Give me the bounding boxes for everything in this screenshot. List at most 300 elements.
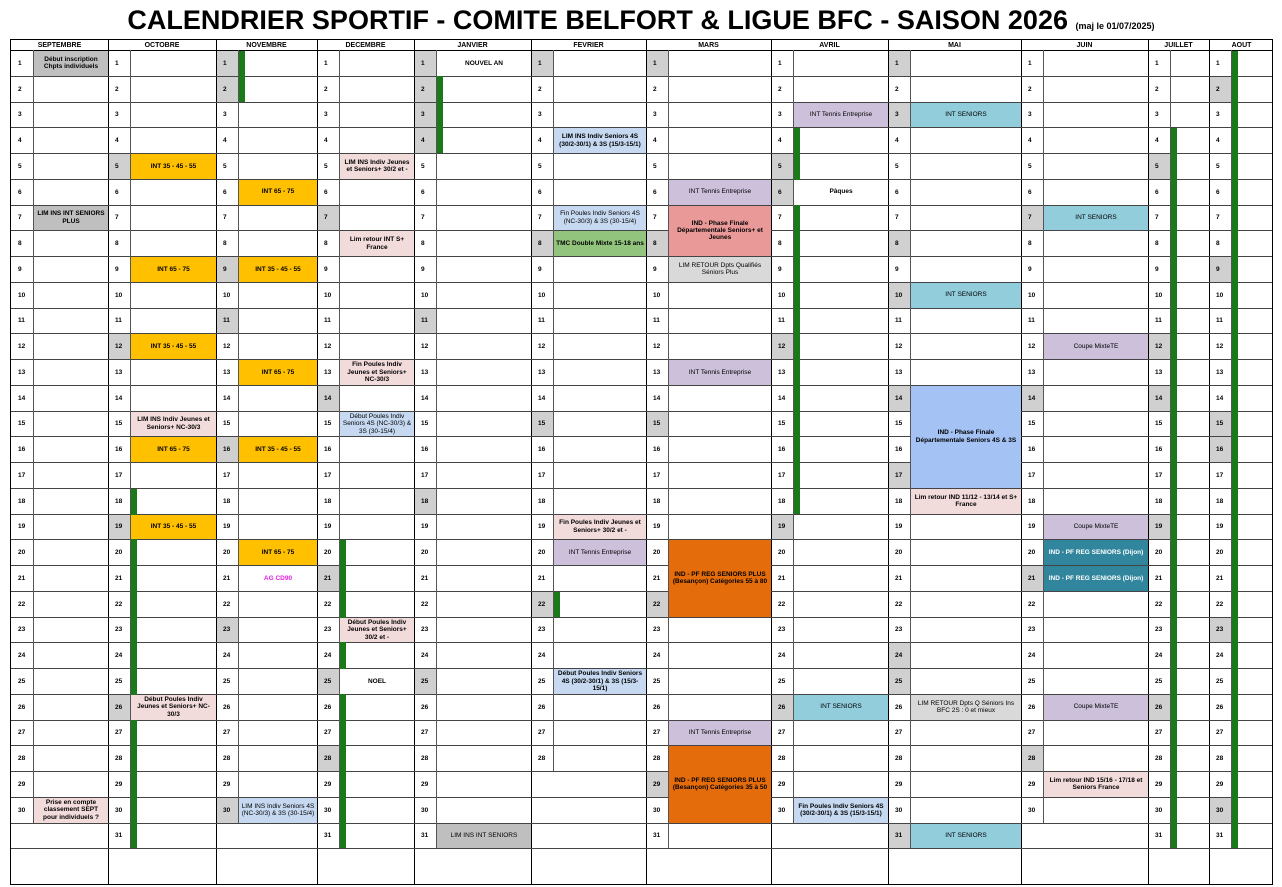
- day-number: 5: [895, 162, 899, 170]
- day-number: 25: [18, 677, 26, 685]
- day-number: 30: [895, 806, 903, 814]
- day-number: 4: [324, 137, 328, 145]
- calendar-event[interactable]: TMC Double Mixte 15-18 ans: [554, 231, 646, 256]
- day-number: 13: [538, 368, 546, 376]
- month-header: JANVIER: [457, 42, 488, 49]
- calendar-event[interactable]: Pâques: [794, 180, 888, 205]
- day-number: 22: [115, 600, 123, 608]
- day-number: 25: [115, 677, 123, 685]
- day-number: 3: [324, 111, 328, 119]
- day-number: 21: [18, 574, 26, 582]
- calendar-event[interactable]: IND - PF REG SENIORS (Dijon): [1044, 540, 1148, 565]
- day-number: 17: [889, 463, 910, 488]
- day-number: 7: [1022, 206, 1043, 231]
- calendar-event[interactable]: INT 35 - 45 - 55: [131, 334, 216, 359]
- day-number: 29: [223, 780, 231, 788]
- day-number: 27: [115, 729, 123, 737]
- day-number: 7: [895, 214, 899, 222]
- day-number: 24: [1155, 652, 1163, 660]
- day-number: 22: [1155, 600, 1163, 608]
- day-number: 23: [895, 626, 903, 634]
- day-number: 29: [421, 780, 429, 788]
- day-number: 15: [18, 420, 26, 428]
- day-number: 16: [18, 446, 26, 454]
- day-number: 7: [538, 214, 542, 222]
- day-number: 13: [115, 368, 123, 376]
- day-number: 31: [421, 832, 429, 840]
- day-number: 26: [109, 695, 130, 720]
- calendar-event[interactable]: AG CD90: [239, 566, 317, 591]
- day-number: 19: [223, 523, 231, 531]
- day-number: 17: [1155, 471, 1163, 479]
- day-number: 21: [421, 574, 429, 582]
- day-number: 9: [653, 265, 657, 273]
- calendar-event[interactable]: INT 35 - 45 - 55: [239, 257, 317, 282]
- day-number: 8: [115, 240, 119, 248]
- calendar-event[interactable]: IND - Phase Finale Départementale Seniors 4S & 3S: [911, 386, 1021, 488]
- day-number: 10: [653, 291, 661, 299]
- day-number: 7: [18, 214, 22, 222]
- day-number: 31: [889, 824, 910, 849]
- day-number: 9: [778, 265, 782, 273]
- day-number: 6: [223, 188, 227, 196]
- calendar-event[interactable]: INT SENIORS: [1044, 206, 1148, 231]
- day-number: 17: [1216, 471, 1224, 479]
- day-number: 1: [115, 59, 119, 67]
- day-number: 17: [653, 471, 661, 479]
- day-number: 12: [1028, 343, 1036, 351]
- day-number: 16: [778, 446, 786, 454]
- day-number: 23: [217, 618, 238, 643]
- day-number: 4: [115, 137, 119, 145]
- day-number: 12: [421, 343, 429, 351]
- day-number: 24: [538, 652, 546, 660]
- day-number: 3: [889, 103, 910, 128]
- calendar-event[interactable]: INT Tennis Entreprise: [554, 540, 646, 565]
- day-number: 23: [1028, 626, 1036, 634]
- calendar-event[interactable]: Prise en compte classement SEPT pour individuels ?: [34, 798, 108, 823]
- day-number: 22: [778, 600, 786, 608]
- row-divider: [11, 617, 1272, 618]
- day-number: 12: [895, 343, 903, 351]
- calendar-grid: [10, 39, 1273, 885]
- day-number: 15: [421, 420, 429, 428]
- calendar-event[interactable]: INT 65 - 75: [239, 180, 317, 205]
- day-number: 3: [1028, 111, 1032, 119]
- calendar-event[interactable]: INT Tennis Entreprise: [669, 360, 771, 385]
- day-number: 3: [415, 103, 436, 128]
- calendar-event[interactable]: Début Poules Indiv Jeunes et Seniors+ 30/2 et -: [340, 618, 414, 643]
- day-number: 10: [1028, 291, 1036, 299]
- day-number: 19: [18, 523, 26, 531]
- day-number: 26: [895, 703, 903, 711]
- day-number: 8: [223, 240, 227, 248]
- day-number: 19: [1028, 523, 1036, 531]
- day-number: 6: [324, 188, 328, 196]
- day-number: 10: [223, 291, 231, 299]
- day-number: 6: [115, 188, 119, 196]
- day-number: 14: [1149, 386, 1170, 411]
- row-divider: [11, 642, 1272, 643]
- day-number: 10: [1216, 291, 1224, 299]
- day-number: 6: [1216, 188, 1220, 196]
- row-divider: [11, 76, 1272, 77]
- calendar-event[interactable]: LIM INS Indiv Seniors 4S (30/2-30/1) & 3S (15/3-15/1): [554, 128, 646, 153]
- month-header: AOUT: [1231, 42, 1252, 49]
- day-number: 21: [895, 574, 903, 582]
- day-number: 8: [532, 231, 553, 256]
- day-number: 18: [223, 497, 231, 505]
- day-number: 24: [778, 652, 786, 660]
- row-divider: [11, 308, 1272, 309]
- day-number: 8: [647, 231, 668, 256]
- month-header: JUILLET: [1164, 42, 1193, 49]
- month-header: DECEMBRE: [345, 42, 386, 49]
- day-number-divider: [238, 50, 239, 823]
- calendar-event[interactable]: Fin Poules Indiv Jeunes et Seniors+ NC-30/3: [340, 360, 414, 385]
- day-number: 15: [1210, 412, 1231, 437]
- day-number: 27: [1216, 729, 1224, 737]
- calendar-event[interactable]: INT SENIORS: [911, 103, 1021, 128]
- day-number: 15: [532, 412, 553, 437]
- calendar-event[interactable]: Coupe MixteTE: [1044, 334, 1148, 359]
- calendar-event[interactable]: LIM INS Indiv Jeunes et Seniors+ NC-30/3: [131, 412, 216, 437]
- calendar-event[interactable]: NOEL: [340, 669, 414, 694]
- day-number: 9: [18, 265, 22, 273]
- day-number: 7: [421, 214, 425, 222]
- calendar-event[interactable]: INT SENIORS: [794, 695, 888, 720]
- day-number: 22: [421, 600, 429, 608]
- day-number: 13: [1155, 368, 1163, 376]
- day-number: 8: [421, 240, 425, 248]
- day-number: 18: [895, 497, 903, 505]
- day-number: 14: [538, 394, 546, 402]
- calendar-event[interactable]: LIM RETOUR Dpts Qualifiés Séniors Plus: [669, 257, 771, 282]
- day-number: 26: [653, 703, 661, 711]
- calendar-event[interactable]: LIM INS Indiv Seniors 4S (NC-30/3) & 3S (30-15/4): [239, 798, 317, 823]
- day-number: 9: [1028, 265, 1032, 273]
- day-number: 4: [415, 128, 436, 153]
- day-number: 25: [1028, 677, 1036, 685]
- day-number-divider: [553, 50, 554, 771]
- calendar-event[interactable]: INT 65 - 75: [131, 257, 216, 282]
- day-number: 22: [1216, 600, 1224, 608]
- day-number: 25: [1216, 677, 1224, 685]
- day-number: 13: [778, 368, 786, 376]
- day-number: 25: [889, 669, 910, 694]
- holiday-bar: [554, 592, 560, 617]
- month-header: MAI: [948, 42, 961, 49]
- day-number: 12: [18, 343, 26, 351]
- day-number: 2: [217, 77, 238, 102]
- day-number: 30: [778, 806, 786, 814]
- day-number: 7: [1216, 214, 1220, 222]
- calendar-event[interactable]: INT 35 - 45 - 55: [131, 154, 216, 179]
- day-number: 24: [653, 652, 661, 660]
- calendar-event[interactable]: Fin Poules Indiv Seniors 4S (NC-30/3) & 3S (30-15/4): [554, 206, 646, 231]
- day-number: 12: [1149, 334, 1170, 359]
- day-number: 30: [1210, 798, 1231, 823]
- calendar-event[interactable]: IND - PF REG SENIORS PLUS (Besançon) Catégories 35 à 50: [669, 746, 771, 822]
- day-number: 29: [1028, 780, 1036, 788]
- day-number: 4: [18, 137, 22, 145]
- day-number: 4: [538, 137, 542, 145]
- month-header: JUIN: [1076, 42, 1093, 49]
- day-number: 30: [115, 806, 123, 814]
- title-text: CALENDRIER SPORTIF - COMITE BELFORT & LIGUE BFC - SAISON 2026: [127, 5, 1068, 35]
- day-number: 4: [223, 137, 227, 145]
- day-number: 16: [653, 446, 661, 454]
- day-number: 18: [538, 497, 546, 505]
- day-number: 15: [895, 420, 903, 428]
- calendar-event[interactable]: INT SENIORS: [911, 283, 1021, 308]
- calendar-event[interactable]: IND - Phase Finale Départementale Seniors+ et Jeunes: [669, 206, 771, 257]
- day-number: 28: [115, 755, 123, 763]
- day-number: 12: [538, 343, 546, 351]
- day-number: 10: [889, 283, 910, 308]
- day-number: 3: [538, 111, 542, 119]
- day-number: 23: [1210, 618, 1231, 643]
- day-number: 15: [115, 420, 123, 428]
- day-number: 20: [895, 549, 903, 557]
- day-number: 6: [1155, 188, 1159, 196]
- calendar-event[interactable]: Lim retour IND 15/16 - 17/18 et Seniors France: [1044, 772, 1148, 797]
- day-number: 20: [1216, 549, 1224, 557]
- day-number: 5: [109, 154, 130, 179]
- calendar-event[interactable]: IND - PF REG SENIORS (Dijon): [1044, 566, 1148, 591]
- day-number: 6: [1028, 188, 1032, 196]
- day-number: 19: [324, 523, 332, 531]
- day-number: 11: [1216, 317, 1223, 325]
- day-number: 30: [18, 806, 26, 814]
- day-number: 28: [1155, 755, 1163, 763]
- day-number: 16: [421, 446, 429, 454]
- calendar-event[interactable]: NOUVEL AN: [437, 51, 531, 76]
- calendar-event[interactable]: Lim retour IND 11/12 - 13/14 et S+ France: [911, 489, 1021, 514]
- calendar-event[interactable]: LIM RETOUR Dpts Q Séniors Ins BFC 2S : 0 et mieux: [911, 695, 1021, 720]
- row-divider: [11, 488, 1272, 489]
- day-number: 20: [115, 549, 123, 557]
- day-number: 16: [324, 446, 332, 454]
- day-number: 25: [653, 677, 661, 685]
- day-number: 9: [217, 257, 238, 282]
- day-number: 27: [538, 729, 546, 737]
- calendar-event[interactable]: INT 65 - 75: [239, 540, 317, 565]
- day-number: 23: [115, 626, 123, 634]
- calendar-event[interactable]: IND - PF REG SENIORS PLUS (Besançon) Catégories 55 à 80: [669, 540, 771, 616]
- day-number: 11: [1155, 317, 1162, 325]
- day-number: 1: [415, 51, 436, 76]
- day-number: 2: [1210, 77, 1231, 102]
- calendar-event[interactable]: INT 65 - 75: [131, 437, 216, 462]
- calendar-event[interactable]: INT 65 - 75: [239, 360, 317, 385]
- day-number: 27: [778, 729, 786, 737]
- day-number: 7: [1155, 214, 1159, 222]
- day-number: 1: [324, 59, 328, 67]
- calendar-event[interactable]: Lim retour INT S+ France: [340, 231, 414, 256]
- day-number: 25: [415, 669, 436, 694]
- calendar-event[interactable]: INT Tennis Entreprise: [669, 180, 771, 205]
- day-number: 2: [1028, 85, 1032, 93]
- calendar-event[interactable]: INT 35 - 45 - 55: [239, 437, 317, 462]
- day-number: 4: [895, 137, 899, 145]
- day-number: 25: [778, 677, 786, 685]
- day-number: 2: [778, 85, 782, 93]
- day-number: 20: [1028, 549, 1036, 557]
- day-number: 10: [115, 291, 123, 299]
- calendar-event[interactable]: LIM INS INT SENIORS: [437, 824, 531, 849]
- day-number: 31: [1216, 832, 1224, 840]
- month-header: NOVEMBRE: [246, 42, 287, 49]
- day-number: 18: [1028, 497, 1036, 505]
- day-number: 5: [324, 162, 328, 170]
- day-number: 20: [1155, 549, 1163, 557]
- day-number: 24: [223, 652, 231, 660]
- day-number: 13: [1028, 368, 1036, 376]
- day-number: 28: [653, 755, 661, 763]
- day-number: 19: [538, 523, 546, 531]
- day-number: 14: [223, 394, 231, 402]
- day-number: 20: [18, 549, 26, 557]
- calendar-event[interactable]: INT Tennis Entreprise: [794, 103, 888, 128]
- calendar-event[interactable]: INT 35 - 45 - 55: [131, 515, 216, 540]
- day-number: 9: [115, 265, 119, 273]
- day-number: 16: [1210, 437, 1231, 462]
- holiday-bar: [1171, 128, 1177, 848]
- day-number: 18: [115, 497, 123, 505]
- day-number: 25: [538, 677, 546, 685]
- day-number: 29: [115, 780, 123, 788]
- day-number: 22: [223, 600, 231, 608]
- day-number: 13: [421, 368, 429, 376]
- day-number: 9: [1155, 265, 1159, 273]
- day-number: 17: [538, 471, 546, 479]
- calendar-event[interactable]: INT Tennis Entreprise: [669, 721, 771, 746]
- day-number: 10: [18, 291, 26, 299]
- day-number: 1: [1216, 59, 1220, 67]
- day-number: 31: [115, 832, 123, 840]
- day-number: 21: [1022, 566, 1043, 591]
- day-number: 21: [223, 574, 231, 582]
- day-number: 29: [778, 780, 786, 788]
- day-number: 26: [18, 703, 26, 711]
- day-number: 8: [1216, 240, 1220, 248]
- calendar-event[interactable]: Début Poules Indiv Jeunes et Seniors+ NC-30/3: [131, 695, 216, 720]
- day-number: 22: [895, 600, 903, 608]
- day-number: 23: [18, 626, 26, 634]
- day-number: 19: [1216, 523, 1224, 531]
- calendar-event[interactable]: Début inscription Chpts individuels: [34, 51, 108, 76]
- day-number: 14: [421, 394, 429, 402]
- month-header: FEVRIER: [573, 42, 604, 49]
- day-number: 2: [1155, 85, 1159, 93]
- day-number: 15: [1028, 420, 1036, 428]
- calendar-event[interactable]: Coupe MixteTE: [1044, 515, 1148, 540]
- day-number: 5: [421, 162, 425, 170]
- day-number: 30: [217, 798, 238, 823]
- day-number: 20: [421, 549, 429, 557]
- month-header: OCTOBRE: [144, 42, 180, 49]
- day-number: 8: [889, 231, 910, 256]
- day-number: 31: [1155, 832, 1163, 840]
- day-number: 22: [647, 592, 668, 617]
- day-number: 29: [1155, 780, 1163, 788]
- day-number: 22: [1028, 600, 1036, 608]
- day-number: 6: [772, 180, 793, 205]
- month-header: AVRIL: [819, 42, 840, 49]
- calendar-event[interactable]: Coupe MixteTE: [1044, 695, 1148, 720]
- row-divider: [11, 797, 1272, 798]
- day-number: 13: [1216, 368, 1224, 376]
- day-number: 13: [653, 368, 661, 376]
- day-number: 26: [538, 703, 546, 711]
- day-number: 17: [421, 471, 429, 479]
- day-number: 21: [653, 574, 661, 582]
- calendar-event[interactable]: Début Poules Indiv Seniors 4S (NC-30/3) & 3S (30-15/4): [340, 412, 414, 437]
- day-number: 30: [653, 806, 661, 814]
- day-number: 18: [1155, 497, 1163, 505]
- holiday-bar: [340, 540, 346, 848]
- day-number-divider: [33, 50, 34, 823]
- day-number: 15: [223, 420, 231, 428]
- day-number: 6: [653, 188, 657, 196]
- row-divider: [11, 385, 1272, 386]
- day-number: 5: [538, 162, 542, 170]
- calendar-event[interactable]: INT SENIORS: [911, 824, 1021, 849]
- calendar-event[interactable]: Début Poules Indiv Seniors 4S (30/2-30/1) & 3S (15/3-15/1): [554, 669, 646, 694]
- day-number: 11: [1028, 317, 1035, 325]
- row-divider: [11, 823, 1272, 824]
- day-number: 23: [778, 626, 786, 634]
- day-number: 27: [895, 729, 903, 737]
- day-number: 22: [532, 592, 553, 617]
- calendar-event[interactable]: Fin Poules Indiv Seniors 4S (30/2-30/1) & 3S (15/3-15/1): [794, 798, 888, 823]
- day-number: 29: [18, 780, 26, 788]
- day-number: 14: [318, 386, 339, 411]
- day-number: 1: [778, 59, 782, 67]
- day-number: 16: [1028, 446, 1036, 454]
- day-number: 14: [1022, 386, 1043, 411]
- day-number: 21: [1155, 574, 1163, 582]
- day-number: 30: [421, 806, 429, 814]
- day-number: 28: [223, 755, 231, 763]
- day-number: 7: [778, 214, 782, 222]
- calendar-event[interactable]: LIM INS Indiv Jeunes et Seniors+ 30/2 et -: [340, 154, 414, 179]
- day-number: 6: [421, 188, 425, 196]
- day-number: 9: [324, 265, 328, 273]
- day-number: 29: [647, 772, 668, 797]
- day-number: 24: [421, 652, 429, 660]
- day-number: 13: [895, 368, 903, 376]
- day-number: 23: [1155, 626, 1163, 634]
- day-number: 30: [324, 806, 332, 814]
- row-divider: [11, 179, 1272, 180]
- day-number: 23: [653, 626, 661, 634]
- day-number: 23: [324, 626, 332, 634]
- calendar-event[interactable]: LIM INS INT SENIORS PLUS: [34, 206, 108, 231]
- day-number: 11: [895, 317, 902, 325]
- calendar-event[interactable]: Fin Poules Indiv Jeunes et Seniors+ 30/2 et -: [554, 515, 646, 540]
- day-number-divider: [436, 50, 437, 848]
- day-number: 3: [778, 111, 782, 119]
- day-number: 25: [223, 677, 231, 685]
- day-number: 18: [653, 497, 661, 505]
- page-title: [0, 0, 1282, 38]
- day-number: 20: [653, 549, 661, 557]
- day-number: 26: [324, 703, 332, 711]
- day-number: 6: [538, 188, 542, 196]
- day-number: 27: [1155, 729, 1163, 737]
